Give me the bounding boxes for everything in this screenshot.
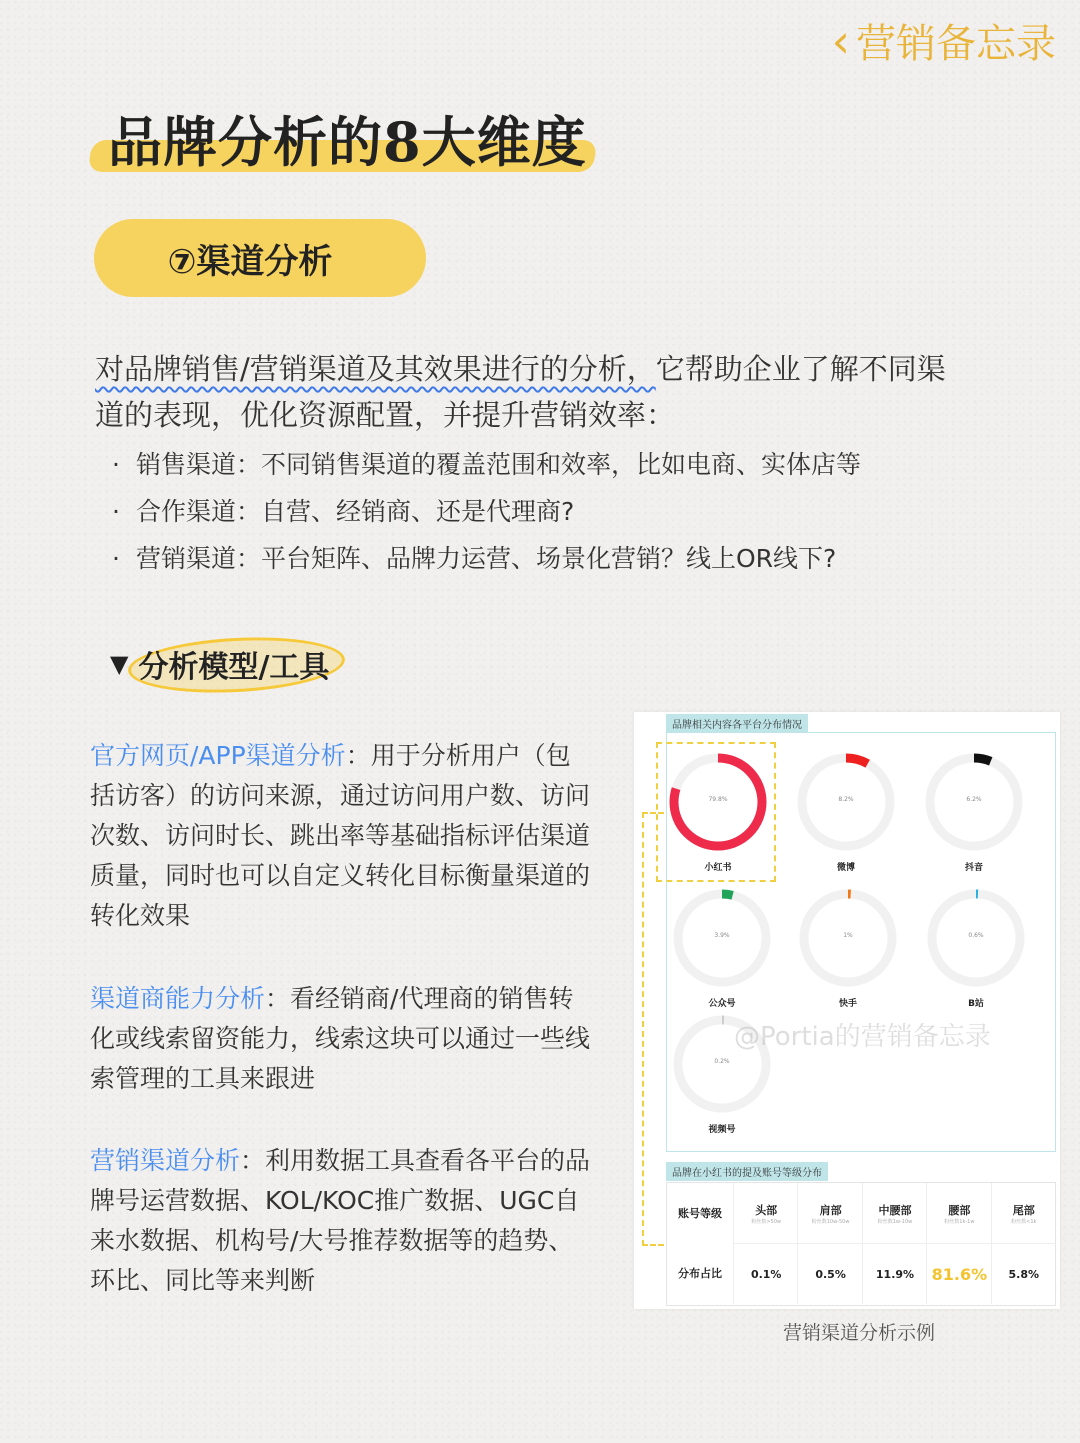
chevron-left-icon: ‹ bbox=[831, 13, 850, 68]
panel-title: 品牌相关内容各平台分布情况 bbox=[666, 714, 808, 733]
paragraph bbox=[90, 736, 595, 936]
title-block bbox=[90, 100, 587, 177]
paragraph-body: ：看经销商/代理商的销售转化或线索留资能力，线索这块可以通过一些线索管理的工具来跟进 bbox=[90, 984, 591, 1093]
table-col-header bbox=[797, 1183, 862, 1243]
ring-value: 3.9% bbox=[714, 932, 730, 939]
back-label: 营销备忘录 bbox=[856, 21, 1056, 67]
ring-value: 1% bbox=[843, 932, 853, 939]
list-item: · 合作渠道：自营、经销商、还是代理商? bbox=[112, 492, 861, 539]
table-header: 分布占比 bbox=[678, 1267, 722, 1280]
section-pill bbox=[94, 219, 426, 297]
col-sub: 粉丝数<1k bbox=[1011, 1218, 1037, 1225]
table-col-header bbox=[862, 1183, 927, 1243]
intro-underlined: 对品牌销售/营销渠道及其效果进行的分析， bbox=[95, 352, 656, 386]
col-sub: 粉丝数10w-50w bbox=[811, 1218, 850, 1225]
section-pill-label: ⑦渠道分析 bbox=[167, 241, 333, 282]
list-item: · 销售渠道：不同销售渠道的覆盖范围和效率，比如电商、实体店等 bbox=[112, 445, 861, 492]
col-name: 头部 bbox=[755, 1203, 778, 1217]
ring-label: 抖音 bbox=[964, 863, 983, 873]
paragraph-key: 营销渠道分析 bbox=[90, 1146, 241, 1175]
subheading bbox=[110, 640, 335, 688]
account-level-table bbox=[666, 1182, 1056, 1306]
ring-value: 79.8% bbox=[708, 796, 728, 803]
bullet-text: 合作渠道：自营、经销商、还是代理商? bbox=[136, 497, 575, 526]
ring-value: 8.2% bbox=[838, 796, 854, 803]
bullet-text: 营销渠道：平台矩阵、品牌力运营、场景化营销？线上OR线下? bbox=[136, 544, 837, 573]
subheading-label: 分析模型/工具 bbox=[132, 640, 335, 688]
table-cell: 11.9% bbox=[862, 1243, 927, 1304]
table-cell: 0.5% bbox=[797, 1243, 862, 1304]
connector-line bbox=[642, 812, 664, 1246]
ring-label: 公众号 bbox=[708, 999, 736, 1009]
back-link[interactable] bbox=[832, 12, 1056, 69]
ring-label: 快手 bbox=[838, 999, 857, 1009]
col-sub: 粉丝数>50w bbox=[751, 1218, 782, 1225]
watermark: @Portia的营销备忘录 bbox=[734, 1022, 991, 1052]
col-name: 尾部 bbox=[1012, 1203, 1035, 1217]
intro-rest: 它帮助企业了解不同渠 bbox=[655, 352, 946, 386]
ring-label: 视频号 bbox=[708, 1125, 736, 1135]
bullet-list bbox=[112, 445, 861, 586]
paragraph-key: 渠道商能力分析 bbox=[90, 984, 266, 1013]
ring-value: 0.6% bbox=[968, 932, 984, 939]
col-name: 腰部 bbox=[948, 1203, 971, 1217]
bullet-text: 销售渠道：不同销售渠道的覆盖范围和效率，比如电商、实体店等 bbox=[136, 450, 862, 479]
table-col-header bbox=[733, 1183, 798, 1243]
table-cell: 81.6% bbox=[926, 1243, 991, 1304]
example-image bbox=[634, 712, 1060, 1309]
paragraph-body: ：利用数据工具查看各平台的品牌号运营数据、KOL/KOC推广数据、UGC自来水数据、机构号/大号推荐数据等的趋势、环比、同比等来判断 bbox=[90, 1146, 591, 1295]
page-title: 品牌分析的8大维度 bbox=[108, 110, 587, 174]
paragraph bbox=[90, 1141, 595, 1301]
col-sub: 粉丝数1w-10w bbox=[877, 1218, 913, 1225]
table-col-header bbox=[926, 1183, 991, 1243]
intro-text bbox=[95, 346, 1035, 438]
ring-label: 微博 bbox=[836, 863, 855, 873]
triangle-down-icon: ▼ bbox=[110, 650, 129, 678]
ring-label: 小红书 bbox=[704, 863, 732, 873]
panel-title: 品牌在小红书的提及账号等级分布 bbox=[666, 1162, 828, 1181]
intro-line2: 道的表现，优化资源配置，并提升营销效率： bbox=[95, 398, 676, 432]
col-name: 中腰部 bbox=[878, 1203, 912, 1217]
ring-label: B站 bbox=[968, 999, 984, 1009]
image-caption: 营销渠道分析示例 bbox=[782, 1322, 935, 1344]
table-cell: 5.8% bbox=[991, 1243, 1056, 1304]
table-col-header bbox=[991, 1183, 1056, 1243]
col-name: 肩部 bbox=[819, 1203, 842, 1217]
paragraph bbox=[90, 979, 595, 1099]
col-sub: 粉丝数1k-1w bbox=[944, 1218, 975, 1225]
ring-value: 0.2% bbox=[714, 1058, 730, 1065]
table-header: 账号等级 bbox=[678, 1207, 722, 1220]
paragraph-body: ：用于分析用户（包括访客）的访问来源，通过访问用户数、访问次数、访问时长、跳出率等基础指标评估渠道质量，同时也可以自定义转化目标衡量渠道的转化效果 bbox=[90, 741, 591, 930]
list-item: · 营销渠道：平台矩阵、品牌力运营、场景化营销？线上OR线下? bbox=[112, 539, 861, 586]
ring-value: 6.2% bbox=[966, 796, 982, 803]
table-cell: 0.1% bbox=[733, 1243, 798, 1304]
paragraph-key: 官方网页/APP渠道分析 bbox=[90, 741, 346, 770]
